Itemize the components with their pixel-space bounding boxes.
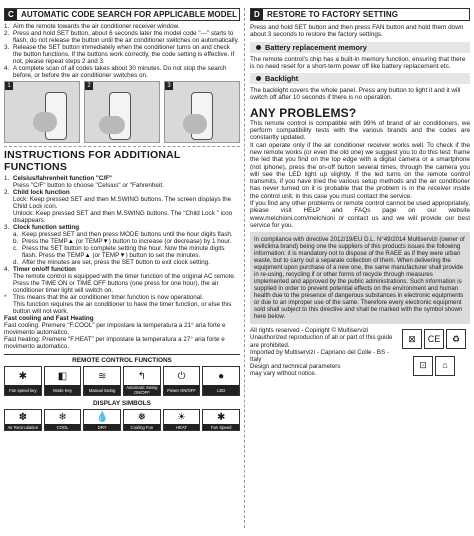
clock-step: c. Press the SET button to complete setting the hour. Now the minute digits flash. Press the TEMP▲ (or TEMP▼) button to set the minutes.	[13, 245, 225, 259]
hand-image	[99, 116, 125, 134]
left-column	[4, 8, 240, 431]
power-icon: ⏻	[177, 370, 186, 382]
hand-image	[183, 114, 207, 134]
photo-step-2: 2	[84, 81, 160, 143]
photo-step-1: 1	[4, 81, 80, 143]
air-recirculation-cell: ✽ Air Recirculation	[4, 409, 42, 431]
section-badge: C	[5, 9, 17, 20]
led-icon: ●	[218, 370, 225, 382]
instructions-title: INSTRUCTIONS FOR ADDITIONAL FUNCTIONS	[4, 146, 240, 173]
footer-text: All rights reserved - Copiright © Multiservizi Unauthorized reproduction of all or part of this guide are prohibited. Imported by Multiservizi - Capriano del Colle - BS - Italy Design and technical parameters may vary without notice.	[250, 327, 393, 378]
section-d-header	[250, 8, 470, 21]
step-item: 2. Press and hold SET button, about 6 seconds later the model code "---" starts to flash, do not release the button until the air conditioner switches on automatically.	[4, 30, 240, 44]
column-divider	[244, 8, 245, 528]
cooling-fun-cell: ❅ Cooling Fun	[123, 409, 161, 431]
backlight-header: Backlight	[250, 73, 470, 84]
any-problems-text: This remote control is compatible with 99% of brand of air conditioners, we perform compatibility tests with the various brands and the codes are constantly updated. It can operate only if the air conditioner receiver works well. To check if the new remote works (or even the old one) we suggest you to do this test: frame the led that you find on the top edge with a digital camera or a smartphone (not iphone), press the on-off button several times, through the camera you will see the LED light up slightly. If the led turns on the remote control transmits, if you have tried the various setup methods and the air conditioner has never turned on it is probable that the problem is in the receiver inside the control unit, in this case you must contact the service. If you find any other problems or remote control cannot be used appropriately, please visit HELP and FAQs page on our website www.melchioni.com/melchioni or contact us and we will provide our best service for you.	[250, 119, 470, 229]
function-item: 1. Celsius/fahrenheit function "C/F"	[4, 175, 113, 182]
fan-icon: ✱	[18, 370, 28, 382]
recirculation-icon: ✽	[18, 411, 28, 423]
section-c-header	[4, 8, 240, 21]
battery-text: The remote control's chip has a built-in memory function, ensuring that there is no need reset for a short-term power off like battery replacement etc.	[250, 55, 466, 70]
sun-icon: ☀	[177, 411, 186, 423]
cooling-fan-icon: ❅	[137, 411, 147, 423]
mode-icon: ◧	[57, 370, 68, 382]
code-search-steps	[4, 23, 240, 79]
additional-functions: 1. Celsius/fahrenheit function "C/F" Press "C/F" button to choose "Celsius" or "Fahrenheit. 2. Child lock function Lock: Keep pressed SET and then M.SWING buttons. The screen displays the Child Lock icon. Unlock: Keep pressed SET and then M.SWING buttons. The "Child Lock " icon disappears. 3. Clock function setting a. Keep pressed SET and then press MODE buttons until the hour digits flash. b. Press the TEMP▲ (or TEMP▼) button to increase (or decrease) by 1 hour. c. Press the SET button to complete setting the hour. Now the minute digits flash. Press the TEMP▲ (or TEMP▼) button to set the minutes. d. After the minutes are set, press the SET button to exit clock setting. 4. Timer on/off function The remote control is equipped with the timer function of the original AC remote. Press the TIME ON or TIME OFF buttons (one press for one hour), the air conditioner timer light will switch on. * This means that the air conditioner timer function is now operational. This function requires the air conditioner to have the timer function, or else this button will not work. Fast cooling and Fast Heating Fast cooling: Premere "F.COOL" per impostare la temperatura a 21° aria forte e movimento automatico. Fast heating: Premere "F.HEAT" per impostare la temperatura a 27° aria forte e movimento automatico.	[4, 175, 240, 350]
section-title: AUTOMATIC CODE SEARCH FOR APPLICABLE MODEL	[21, 10, 238, 19]
power-cell: ⏻ Power ON/OFF	[163, 366, 201, 396]
info-icon: ⊡	[413, 356, 433, 376]
swing-icon: ≋	[97, 370, 107, 382]
right-column	[250, 8, 470, 378]
footer-logos	[398, 327, 470, 377]
clock-step: b. Press the TEMP▲ (or TEMP▼) button to increase (or decrease) by 1 hour.	[13, 238, 232, 245]
home-icon: ⌂	[435, 356, 455, 376]
snowflake-icon: ❄	[58, 411, 67, 423]
function-item: 4. Timer on/off function	[4, 266, 76, 273]
bullet-icon	[256, 45, 261, 50]
fan-icon: ✱	[217, 411, 226, 423]
function-item: 3. Clock function setting	[4, 224, 80, 231]
function-item: 2. Child lock function	[4, 189, 70, 196]
ce-mark-icon: CE	[424, 329, 444, 349]
weee-bin-icon: ⊠	[402, 329, 422, 349]
led-cell: ● LED	[202, 366, 240, 396]
drop-icon: 💧	[95, 411, 109, 423]
display-symbols-title: DISPLAY SIMBOLS	[93, 400, 151, 407]
fan-speed-cell: ✱ Fan Speed	[202, 409, 240, 431]
fast-title: Fast cooling and Fast Heating	[4, 315, 94, 322]
dry-cell: 💧 DRY	[83, 409, 121, 431]
instruction-photos	[4, 81, 240, 143]
hand-image	[33, 112, 57, 132]
restore-text: Press and hold SET button and then press FAN button and hold them down about 3 seconds to restore the factory settings.	[250, 24, 464, 39]
bullet-icon	[256, 76, 261, 81]
battery-header: Battery replacement memory	[250, 42, 470, 53]
backlight-text: The backlight covers the whole panel. Press any button to light it and it will switch off after 10 seconds if there is no operation.	[250, 87, 461, 102]
footer	[250, 327, 470, 377]
auto-swing-cell: ↰ Automatic Swing ON/OFF	[123, 366, 161, 396]
clock-step: a. Keep pressed SET and then press MODE buttons until the hour digits flash.	[13, 231, 233, 238]
cool-cell: ❄ COOL	[44, 409, 82, 431]
recycle-icon: ♻	[446, 329, 466, 349]
manual-swing-cell: ≋ Manual Swing	[83, 366, 121, 396]
section-badge: D	[251, 9, 263, 20]
step-item: 4. A complete scan of all codes takes about 30 minutes. Do not stop the search before, or before the air conditioner switches on.	[4, 65, 227, 79]
heat-cell: ☀ HEAT	[163, 409, 201, 431]
remote-functions-row	[4, 366, 240, 396]
remote-functions-title: REMOTE CONTROL FUNCTIONS	[4, 354, 240, 364]
fan-speed-key-cell: ✱ Fan speed key	[4, 366, 42, 396]
auto-swing-icon: ↰	[137, 370, 147, 382]
display-symbols-row	[4, 409, 240, 431]
photo-step-3: 3	[164, 81, 240, 143]
step-item: 3. Release the SET button immediately when the conditioner turns on and check the button functions. If the buttons work correctly, the code setting is effective. If not, please repeat steps 2 and 3.	[4, 44, 235, 65]
step-item: 1. Aim the remote towards the air conditioner receiver window.	[4, 23, 180, 30]
clock-step: d. After the minutes are set, press the SET button to exit clock setting.	[13, 259, 210, 266]
section-title: RESTORE TO FACTORY SETTING	[267, 10, 399, 19]
any-problems-title: ANY PROBLEMS?	[250, 105, 357, 120]
compliance-box: In compliance with directive 2012/19/EU D.L. N°49/2014 Multiservizi (owner of wellclima brand) being one the suppliers of this products issues the following information: it is mandatory not to dispose of the RAEE as if they were urban waste, but to carry out a separate collection of them. When delivering the equipment upon purchase of a new one, the same manufacturer shall provide in re-using, recycling if or other forms of recycle through measures implemented and approved by the public administrations. Such information is supplied in order to prevent potential effects on the environment and human health due to the presence of dangerous substances in electronic equipments or due to an improper use of the same. Therefore every electronic equipment sold shall subject to this directive and shall be marked with the symbol shown here below.	[250, 232, 470, 324]
mode-key-cell: ◧ Mode Key	[44, 366, 82, 396]
